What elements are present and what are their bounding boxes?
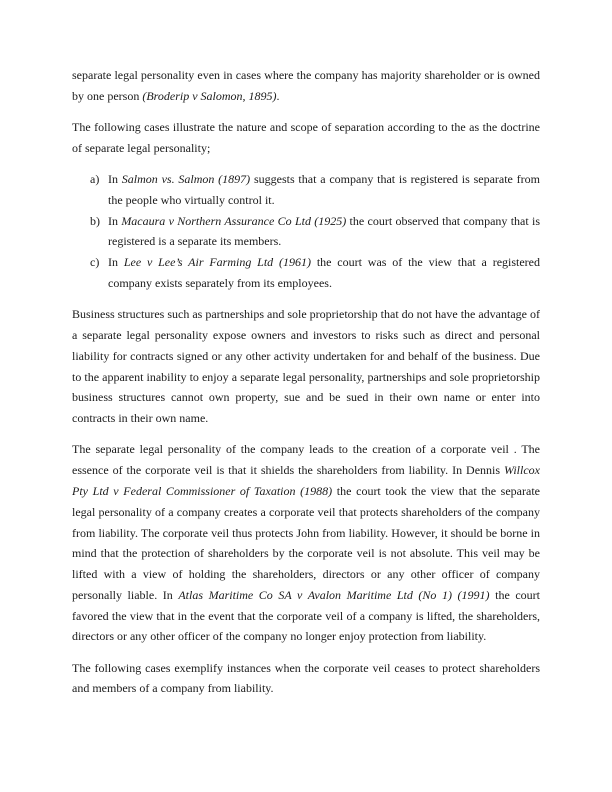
paragraph-separate-personality [72,65,540,107]
paragraph-end: . [276,88,280,103]
list-item [72,169,540,211]
paragraph-text: the court favored the view that in the event that the corporate veil of a company is lifted, the shareholders, directors or any other officer of the company no longer enjoy protection from liability. [72,587,540,644]
list-item-text: In [108,213,122,228]
paragraph-text: The separate legal personality of the company leads to the creation of a corporate veil . The essence of the corporate veil is that it shields the shareholders from liability. In Dennis [72,442,540,478]
case-citation: Atlas Maritime Co SA v Avalon Maritime Ltd (No 1) (1991) [178,587,490,602]
list-item-text: In [108,255,124,270]
list-item-text: suggests that a company that is registered is separate from the people who virtually control it. [108,171,541,207]
paragraph-text: the court took the view that the separate legal personality of a company creates a corporate veil that protects shareholders of the company from liability. The corporate veil thus protects John from liability. However, it should be borne in mind that the protection of shareholders by the corporate veil is not absolute. This veil may be lifted with a view of holding the shareholders, directors or any other officer of company personally liable. In [72,483,540,602]
list-item-text: the court was of the view that a registered company exists separately from its employees. [108,255,541,290]
list-item-text: In [108,171,122,186]
paragraph-text: separate legal personality even in cases where the company has majority shareholder or is owned by one person [72,68,540,103]
list-marker: a) [90,171,100,186]
case-citation: (Broderip v Salomon, 1895) [142,88,277,103]
case-citation: Willcox Pty Ltd v Federal Commissioner of Taxation (1988) [72,463,540,498]
paragraph-veil-cases: The following cases exemplify instances when the corporate veil ceases to protect shareholders and members of a company from liability. [72,660,540,696]
list-item-text: the court observed that company that is registered is a separate its members. [108,213,540,249]
case-citation: Lee v Lee’s Air Farming Ltd (1961) [123,255,311,270]
case-list [72,169,540,294]
case-citation: Macaura v Northern Assurance Co Ltd (1925) [121,213,347,228]
list-marker: c) [90,255,100,270]
list-marker: b) [90,213,100,228]
paragraph-business-structures: Business structures such as partnerships and sole proprietorship that do not have the advantage of a separate legal personality expose owners and investors to risks such as direct and personal liability for contracts signed or any other activity undertaken for and behalf of the business. Due to the apparent inability to enjoy a separate legal personality, partnerships and sole proprietorship business structures cannot own property, sue and be sued in their own name or enter into contracts in their own name. [72,307,540,426]
paragraph-cases-intro: The following cases illustrate the nature and scope of separation according to the as the doctrine of separate legal personality; [72,119,540,155]
document-page [72,65,540,710]
case-citation: Salmon vs. Salmon (1897) [121,171,251,186]
list-item [72,252,540,294]
paragraph-corporate-veil [72,439,540,647]
list-item [72,211,540,253]
